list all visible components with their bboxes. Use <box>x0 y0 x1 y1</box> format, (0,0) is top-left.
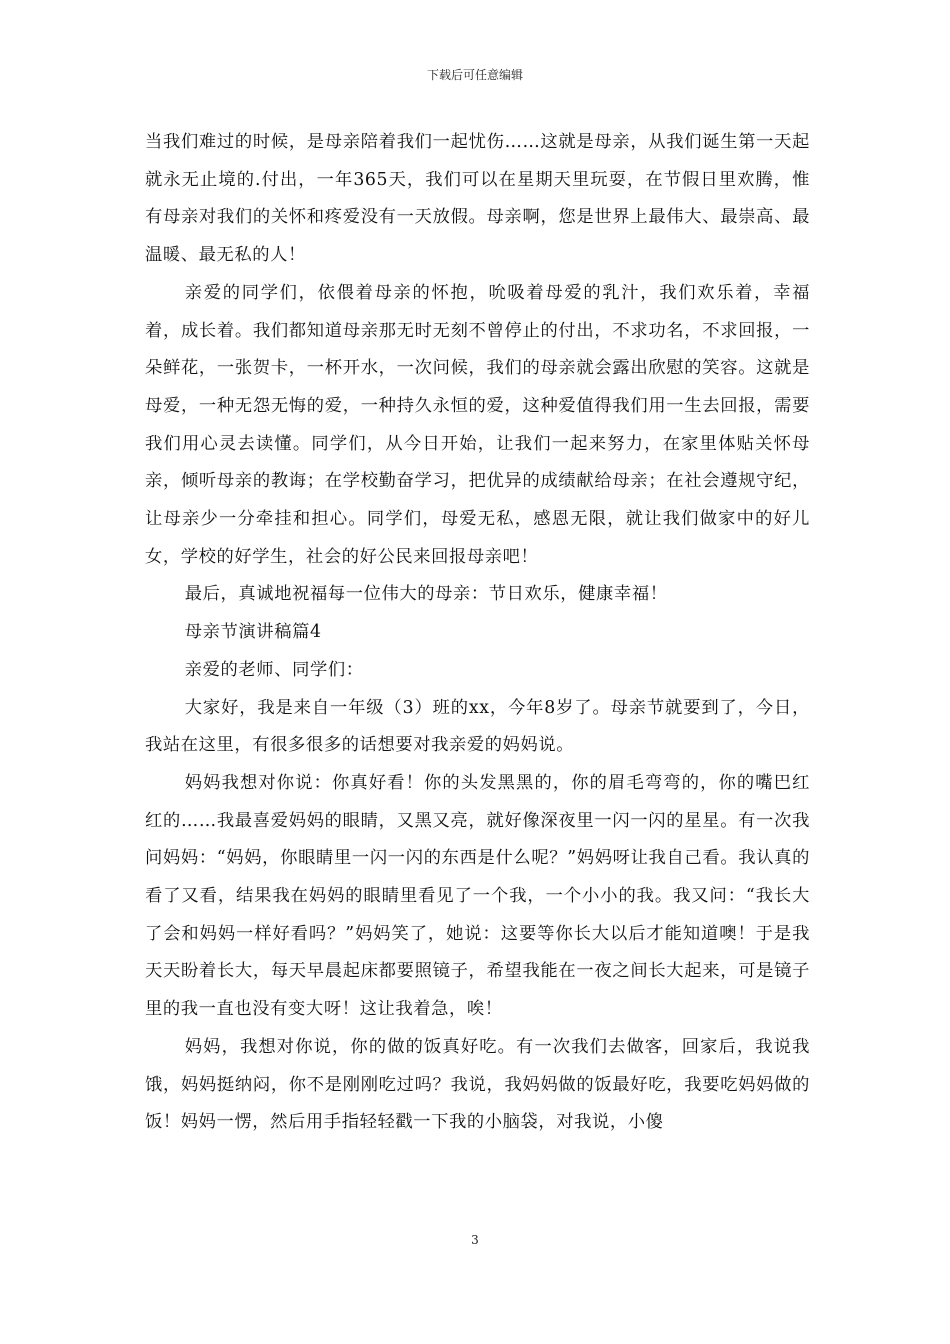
section-heading: 母亲节演讲稿篇4 <box>184 622 322 643</box>
paragraph: 妈妈，我想对你说，你的做的饭真好吃。有一次我们去做客，回家后，我说我饿，妈妈挺纳闷，你不是刚刚吃过吗？我说，我妈妈做的饭最好吃，我要吃妈妈做的饭！妈妈一愣，然后用手指轻轻戳一下我的小脑袋，对我说，小傻 <box>145 1036 810 1133</box>
paragraph: 妈妈我想对你说：你真好看！你的头发黑黑的，你的眉毛弯弯的，你的嘴巴红红的……我最喜爱妈妈的眼睛，又黑又亮，就好像深夜里一闪一闪的星星。有一次我问妈妈：“妈妈，你眼睛里一闪一闪的东西是什么呢？”妈妈呀让我自己看。我认真的看了又看，结果我在妈妈的眼睛里看见了一个我，一个小小的我。我又问：“我长大了会和妈妈一样好看吗？”妈妈笑了，她说：这要等你长大以后才能知道噢！于是我天天盼着长大，每天早晨起床都要照镜子，希望我能在一夜之间长大起来，可是镜子里的我一直也没有变大呀！这让我着急，唉！ <box>145 772 810 1020</box>
page-number: 3 <box>471 1233 479 1247</box>
document-body <box>145 124 810 1142</box>
paragraph: 大家好，我是来自一年级（3）班的xx，今年8岁了。母亲节就要到了，今日，我站在这里，有很多很多的话想要对我亲爱的妈妈说。 <box>145 697 810 756</box>
salutation: 亲爱的老师、同学们： <box>184 659 364 680</box>
page-header: 下载后可任意编辑 <box>426 68 523 82</box>
paragraph: 最后，真诚地祝福每一位伟大的母亲：节日欢乐，健康幸福！ <box>184 584 668 605</box>
paragraph: 当我们难过的时候，是母亲陪着我们一起忧伤……这就是母亲，从我们诞生第一天起就永无止境的.付出，一年365天，我们可以在星期天里玩耍，在节假日里欢腾，惟有母亲对我们的关怀和疼爱没有一天放假。母亲啊，您是世界上最伟大、最崇高、最温暖、最无私的人！ <box>145 132 810 266</box>
paragraph: 亲爱的同学们，依偎着母亲的怀抱，吮吸着母爱的乳汁，我们欢乐着，幸福着，成长着。我们都知道母亲那无时无刻不曾停止的付出，不求功名，不求回报，一朵鲜花，一张贺卡，一杯开水，一次问候，我们的母亲就会露出欣慰的笑容。这就是母爱，一种无怨无悔的爱，一种持久永恒的爱，这种爱值得我们用一生去回报，需要我们用心灵去读懂。同学们，从今日开始，让我们一起来努力，在家里体贴关怀母亲，倾听母亲的教诲；在学校勤奋学习，把优异的成绩献给母亲；在社会遵规守纪，让母亲少一分牵挂和担心。同学们，母爱无私，感恩无限，就让我们做家中的好儿女，学校的好学生，社会的好公民来回报母亲吧！ <box>145 282 810 567</box>
